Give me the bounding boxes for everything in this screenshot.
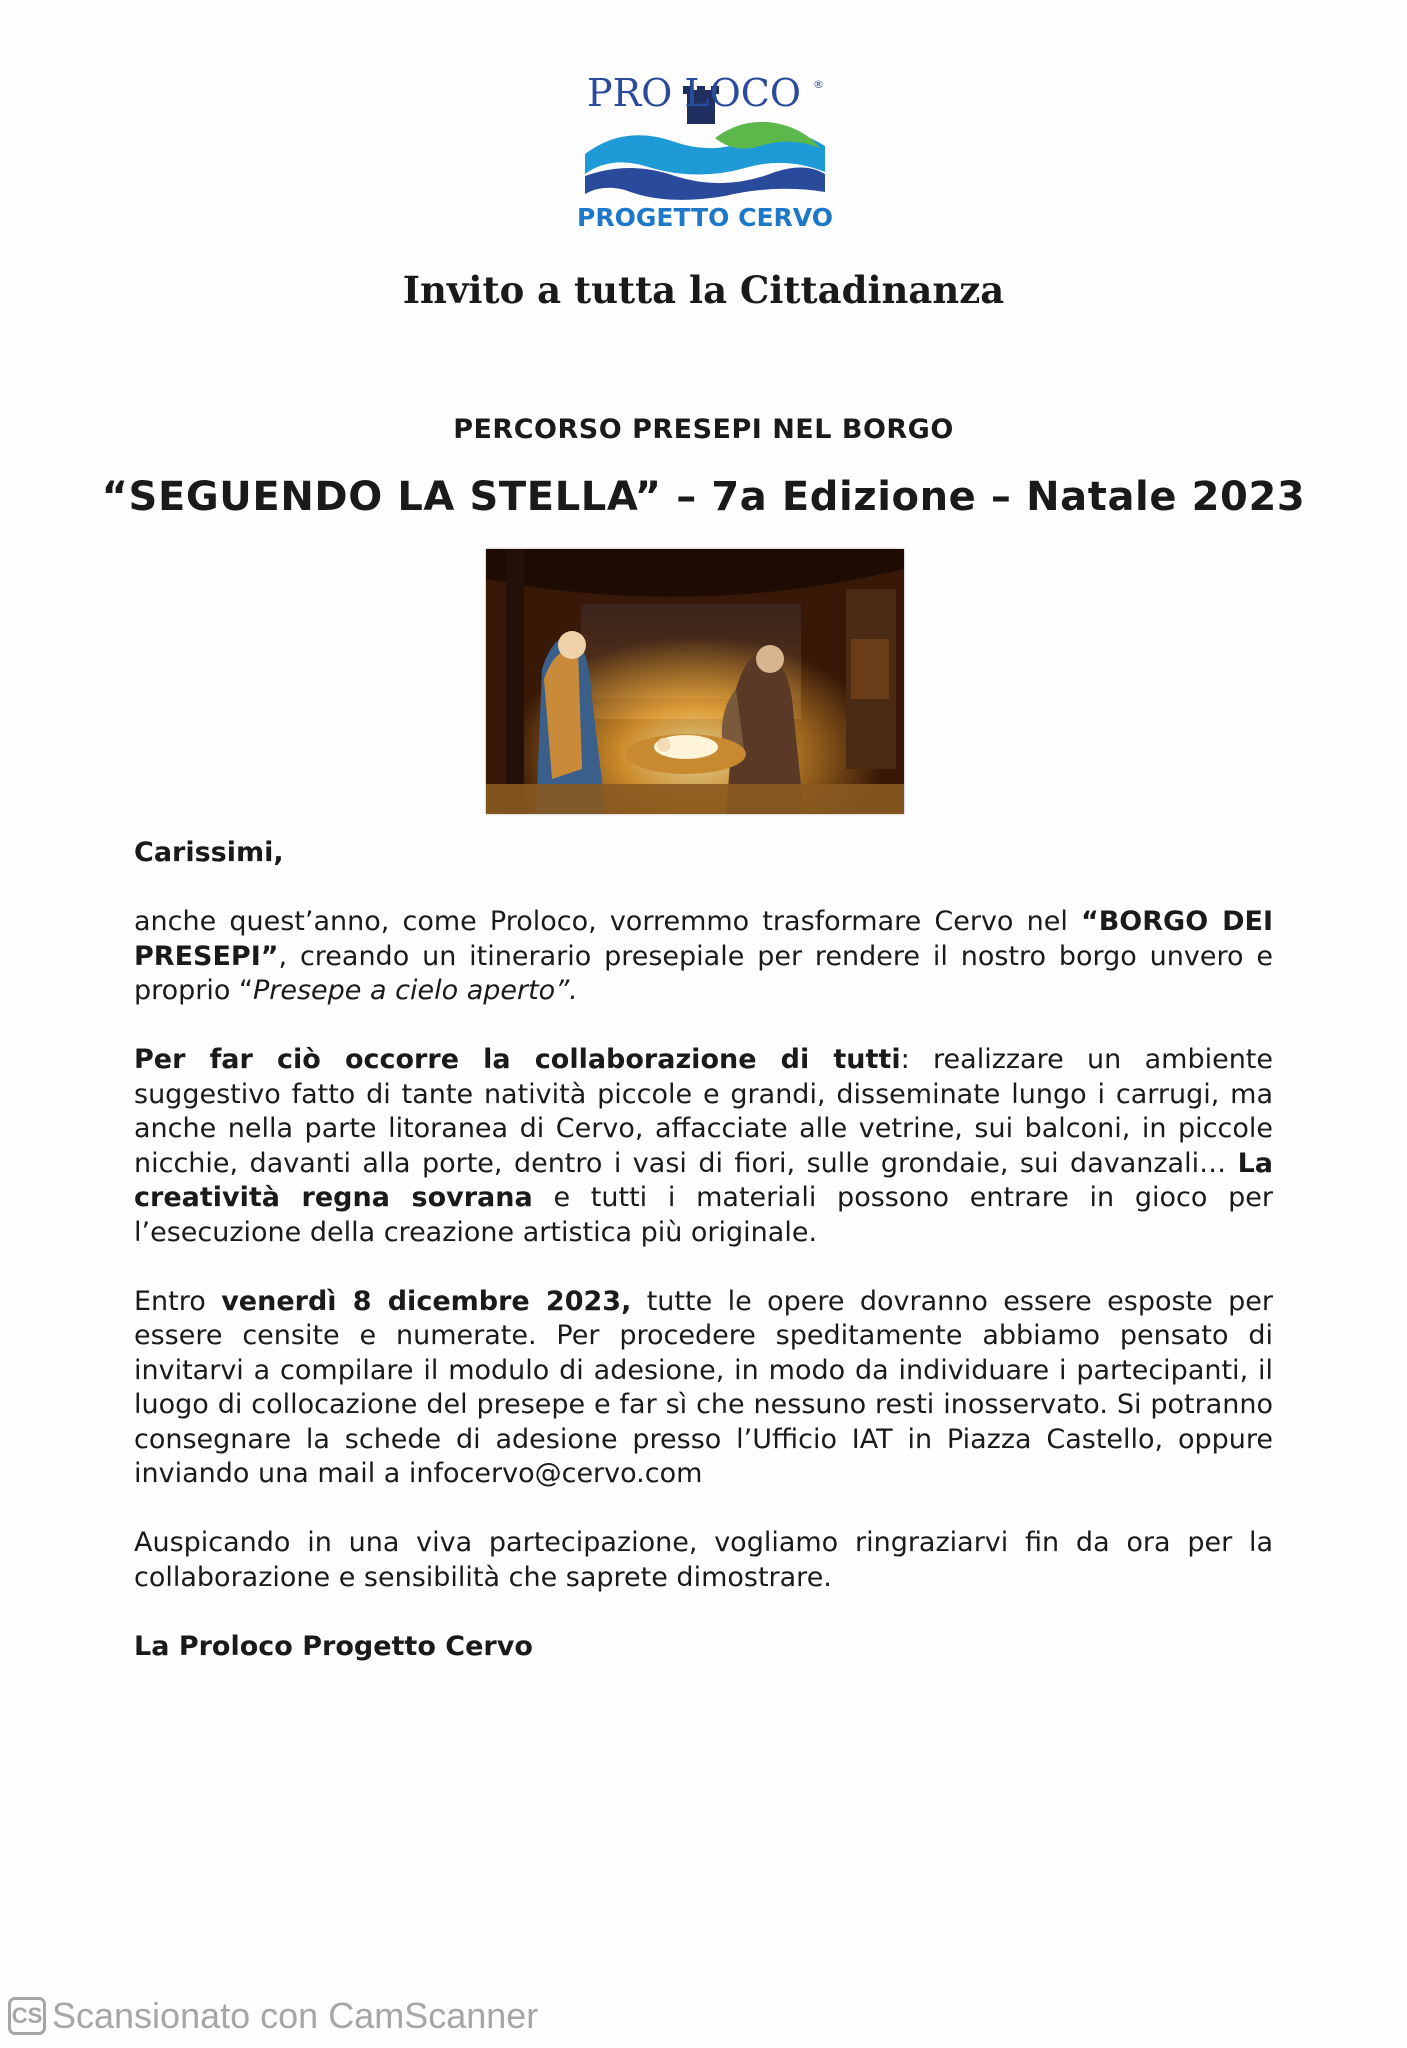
paragraph-deadline-text-a: Entro bbox=[134, 1285, 222, 1317]
nativity-scene-image bbox=[486, 549, 904, 814]
paragraph-intro bbox=[134, 905, 1273, 1009]
proloco-logo-graphic bbox=[575, 76, 835, 236]
paragraph-collaboration-bold-c: La creatività regna sovrana bbox=[134, 1147, 1273, 1213]
event-subtitle: PERCORSO PRESEPI NEL BORGO bbox=[453, 414, 954, 445]
proloco-logo bbox=[575, 76, 835, 236]
paragraph-intro-text-c: , creando un itinerario presepiale per rendere il nostro borgo unvero e proprio “ bbox=[134, 940, 1273, 1006]
camscanner-icon: CS bbox=[8, 1997, 46, 2035]
paragraph-deadline-date: venerdì 8 dicembre 2023, bbox=[221, 1285, 632, 1317]
paragraph-collaboration bbox=[134, 1043, 1273, 1250]
paragraph-deadline-text-c: tutte le opere dovranno essere esposte per essere censite e numerate. Per procedere speditamente abbiamo pensato di invitarvi a compilare il modulo di adesione, in modo da individuare i partecipanti, il luogo di collocazione del presepe e far sì che nessuno resti inosservato. Si potranno consegnare la schede di adesione presso l’Ufficio IAT in Piazza Castello, oppure inviando una mail a infocervo@cervo.com bbox=[134, 1285, 1273, 1489]
letter-body bbox=[134, 836, 1273, 1664]
paragraph-collaboration-text-d: e tutti i materiali possono entrare in gioco per l’esecuzione della creazione artistica più originale. bbox=[134, 1182, 1273, 1248]
paragraph-intro-text-a: anche quest’anno, come Proloco, vorremmo trasformare Cervo nel bbox=[134, 906, 1081, 937]
invite-heading: Invito a tutta la Cittadinanza bbox=[402, 268, 1005, 312]
greeting: Carissimi, bbox=[134, 837, 284, 868]
watermark-text: Scansionato con CamScanner bbox=[52, 1995, 539, 2036]
paragraph-deadline bbox=[134, 1285, 1273, 1492]
paragraph-intro-italic: Presepe a cielo aperto”. bbox=[253, 975, 578, 1006]
signature: La Proloco Progetto Cervo bbox=[134, 1630, 533, 1662]
logo-registered: ® bbox=[813, 78, 824, 91]
paragraph-thanks: Auspicando in una viva partecipazione, vogliamo ringraziarvi fin da ora per la collaborazione e sensibilità che saprete dimostrare. bbox=[134, 1527, 1273, 1593]
paragraph-intro-bold: “BORGO DEI PRESEPI” bbox=[134, 906, 1274, 972]
paragraph-collaboration-bold-a: Per far ciò occorre la collaborazione di tutti bbox=[134, 1044, 901, 1075]
event-title: “SEGUENDO LA STELLA” – 7a Edizione – Natale 2023 bbox=[101, 474, 1306, 520]
paragraph-collaboration-text-b: : realizzare un ambiente suggestivo fatto di tante natività piccole e grandi, disseminate lungo i carrugi, ma anche nella parte litoranea di Cervo, affacciate alle vetrine, sui balconi, in piccole nicchie, davanti alla porte, dentro i vasi di fiori, sulle grondaie, sui davanzali… bbox=[134, 1044, 1274, 1179]
logo-text-bottom: PROGETTO CERVO bbox=[577, 203, 833, 232]
logo-text-top: PRO LOCO bbox=[587, 76, 802, 115]
camscanner-watermark bbox=[8, 1993, 538, 2039]
nativity-scene-drawing bbox=[486, 549, 904, 814]
